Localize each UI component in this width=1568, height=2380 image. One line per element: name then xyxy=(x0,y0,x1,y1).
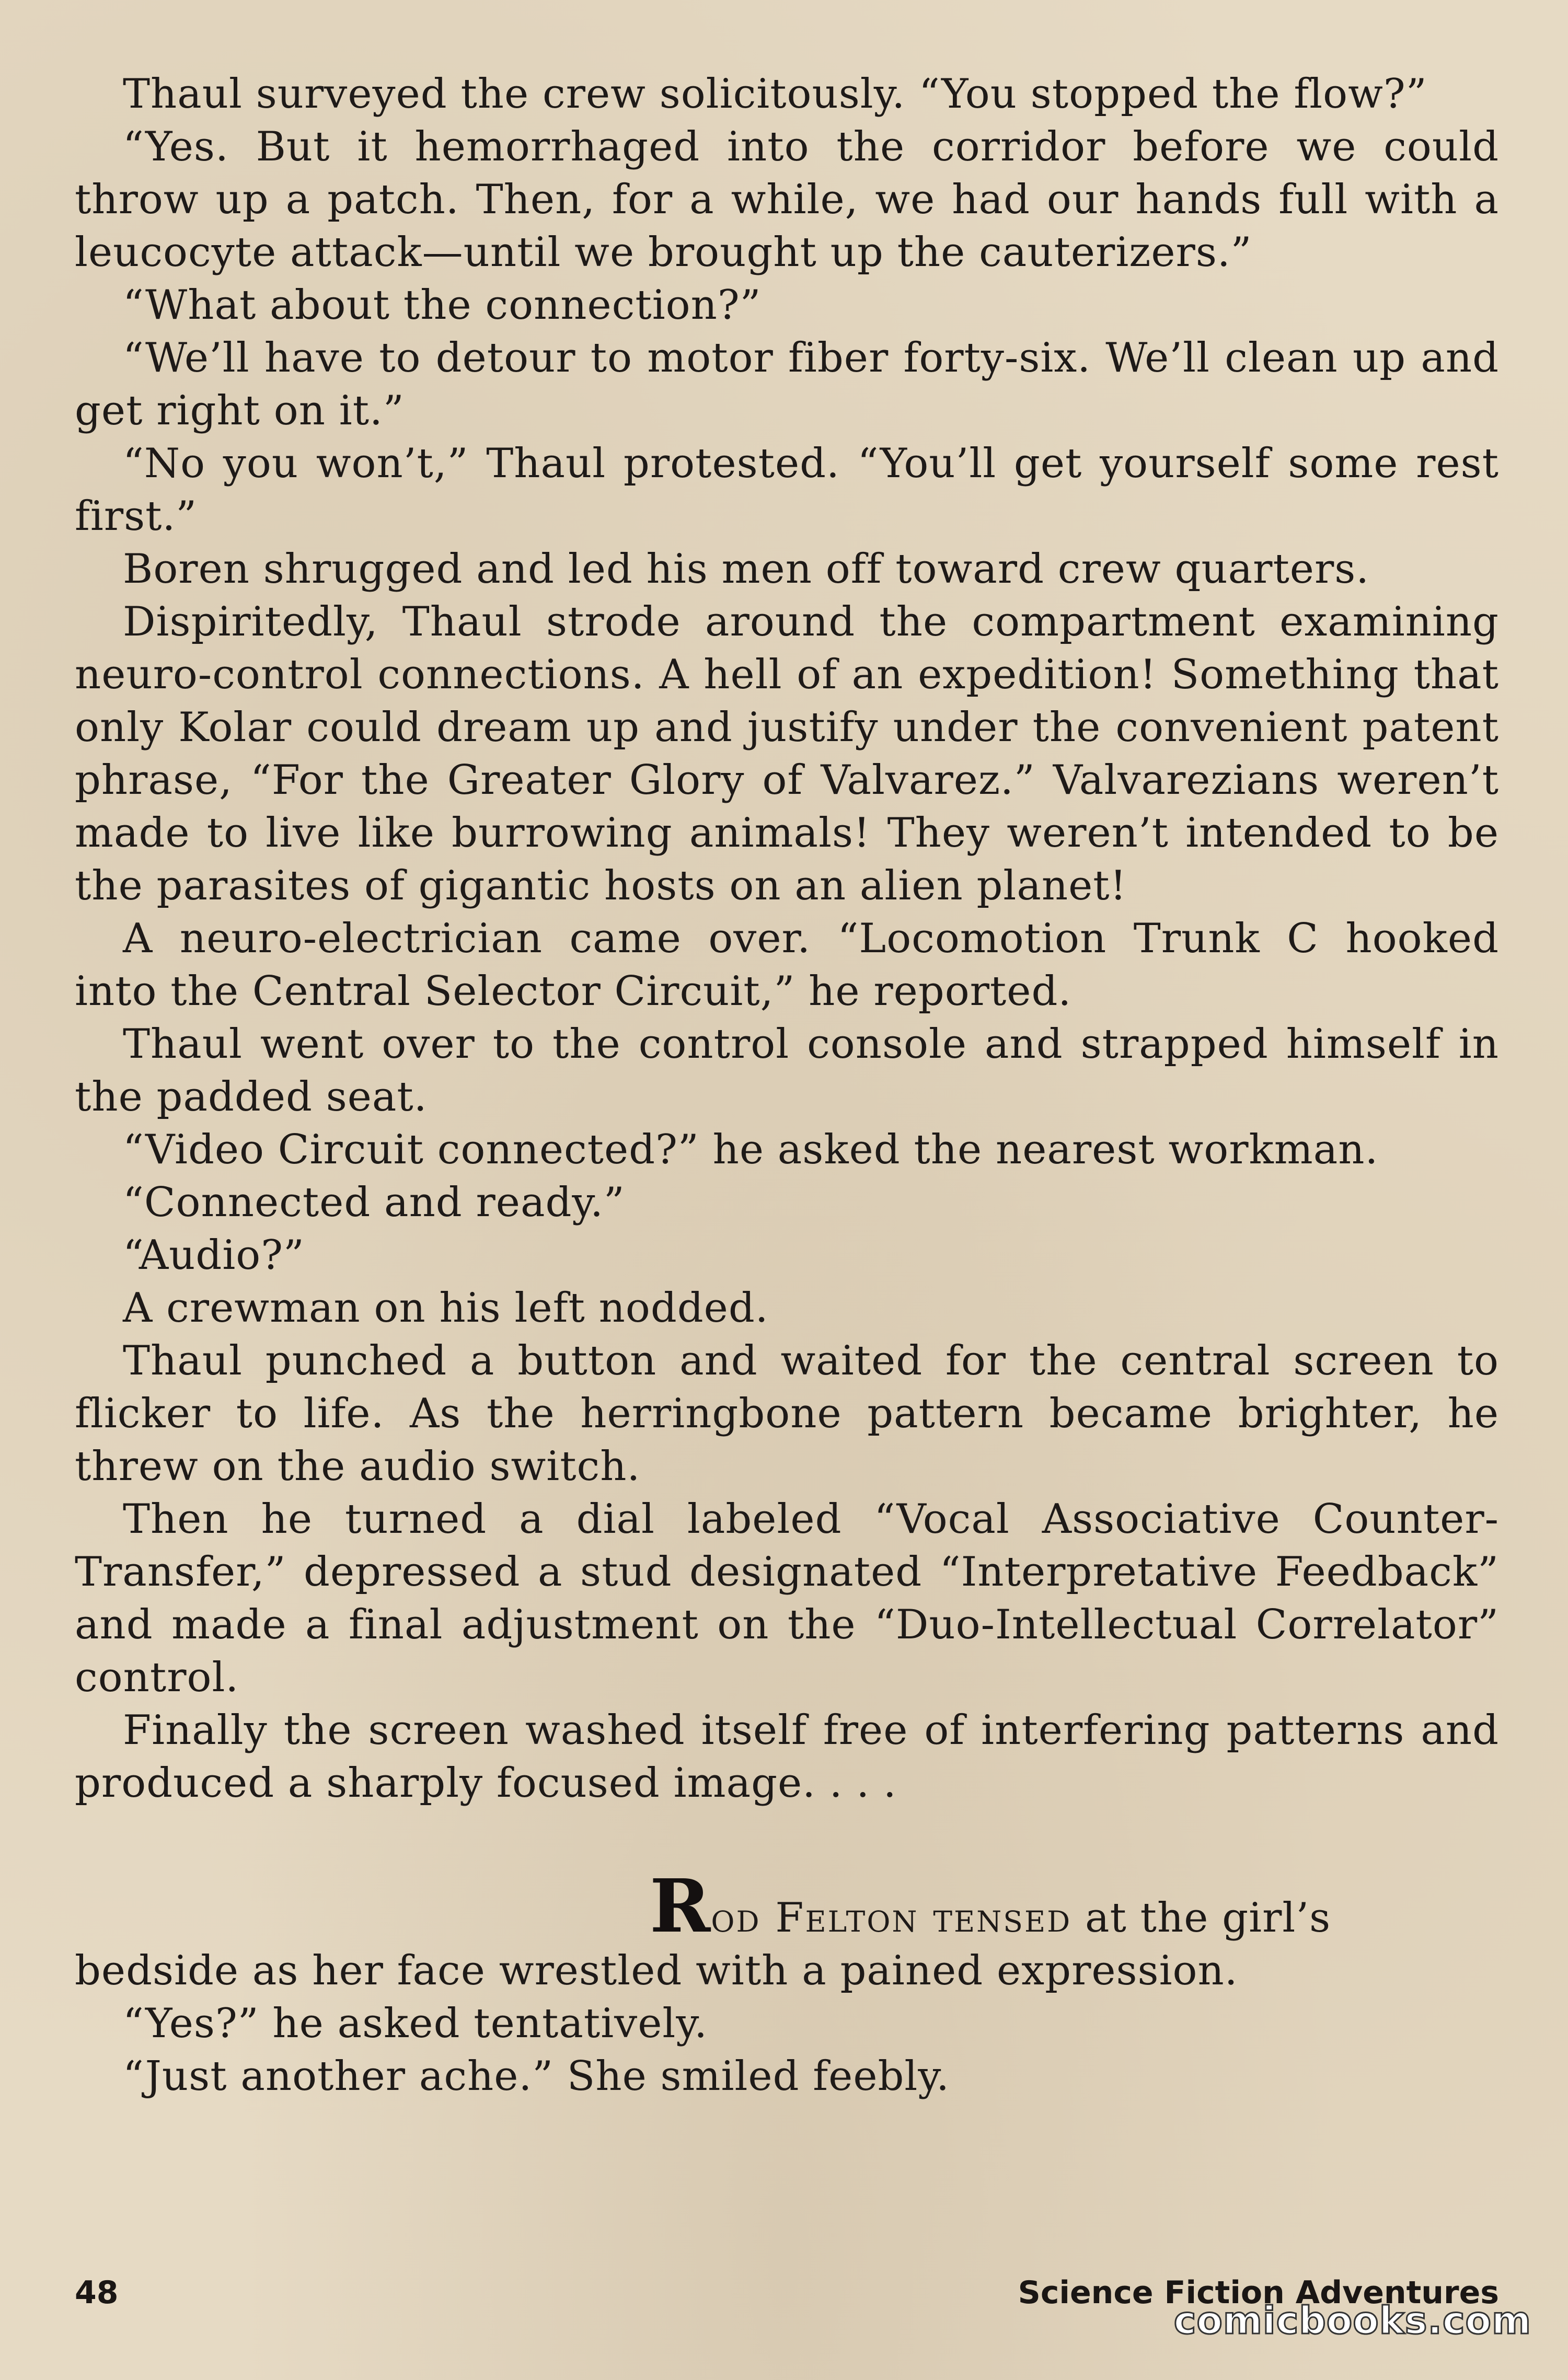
site-watermark: comicbooks.com xyxy=(1173,2298,1531,2342)
paragraph: “No you won’t,” Thaul protested. “You’ll get yourself some rest first.” xyxy=(75,440,1499,540)
paragraph-continuation: bedside as her face wrestled with a pained expression. xyxy=(75,1947,1238,1994)
magazine-title: Science Fiction Adventures xyxy=(1018,2274,1499,2311)
story-text xyxy=(75,68,1499,2103)
paragraph: Thaul went over to the control console and strapped himself in the padded seat. xyxy=(75,1021,1499,1120)
paragraph: Then he turned a dial labeled “Vocal Associative Counter-Transfer,” depressed a stud designated “Interpretative Feedback” and made a final adjustment on the “Duo-Intellectual Correlator” control. xyxy=(75,1496,1499,1701)
drop-cap-letter: R xyxy=(650,1864,711,1949)
paragraph: “Video Circuit connected?” he asked the nearest workman. xyxy=(123,1126,1379,1173)
section-opening-paragraph xyxy=(75,1864,1499,1997)
paragraph: Dispiritedly, Thaul strode around the compartment examining neuro-control connections. A hell of an expedition! Something that only Kolar could dream up and justify under the convenient patent phrase, “For the Greater Glory of Valvarez.” Valvarezians weren’t made to live like burrowing animals! They weren’t intended to be the parasites of gigantic hosts on an alien planet! xyxy=(75,598,1499,909)
section-break xyxy=(75,1810,1499,1880)
lead-text: at the girl’s xyxy=(1071,1894,1331,1942)
paragraph: Thaul surveyed the crew solicitously. “You stopped the flow?” xyxy=(123,71,1427,118)
paragraph: “Yes?” he asked tentatively. xyxy=(123,2000,708,2047)
paragraph: “Yes. But it hemorrhaged into the corridor before we could throw up a patch. Then, for a while, we had our hands full with a leucocyte attack—until we brought up the cauterizers.” xyxy=(75,123,1499,276)
page-number: 48 xyxy=(75,2274,119,2311)
paragraph: “What about the connection?” xyxy=(123,282,762,329)
small-caps-lead: od Felton tensed xyxy=(711,1894,1072,1942)
paragraph: Finally the screen washed itself free of interfering patterns and produced a sharply focused image. . . . xyxy=(75,1707,1499,1807)
paragraph: “Audio?” xyxy=(123,1232,305,1279)
paragraph: “We’ll have to detour to motor fiber forty-six. We’ll clean up and get right on it.” xyxy=(75,334,1499,434)
paragraph: A neuro-electrician came over. “Locomotion Trunk C hooked into the Central Selector Circuit,” he reported. xyxy=(75,915,1499,1015)
paragraph: “Just another ache.” She smiled feebly. xyxy=(123,2053,950,2100)
paragraph: A crewman on his left nodded. xyxy=(123,1285,769,1332)
paragraph: “Connected and ready.” xyxy=(123,1179,625,1226)
paragraph: Thaul punched a button and waited for the central screen to flicker to life. As the herringbone pattern became brighter, he threw on the audio switch. xyxy=(75,1337,1499,1490)
paragraph: Boren shrugged and led his men off toward crew quarters. xyxy=(123,546,1370,593)
